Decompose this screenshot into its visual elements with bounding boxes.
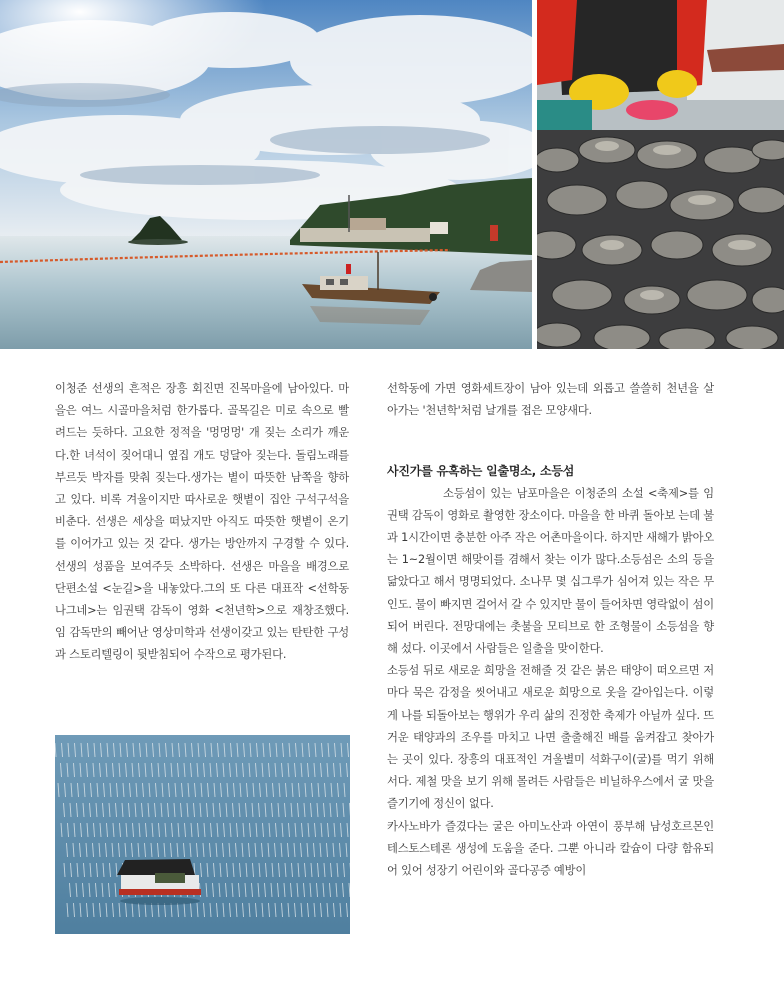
left-text-column — [55, 378, 349, 667]
body-paragraph-3: 카사노바가 즐겼다는 굴은 아미노산과 아연이 풍부해 남성호르몬인 테스토스테론 생성에 도움을 준다. 그뿐 아니라 칼슘이 다량 함유되어 있어 성장기 어린이와 골다공증 예방이 — [387, 819, 714, 878]
body-paragraph: 이청준 선생의 흔적은 장흥 회진면 진목마을에 남아있다. 마을은 여느 시골마을처럼 한가롭다. 골목길은 미로 속으로 빨려드는 듯하다. 고요한 정적을 '멍멍멍' 개 짖는 소리가 깨운다.한 녀석이 짖어대니 옆집 개도 덩달아 짖는다. 돌림노래를 부르듯 박자를 맞춰 짖는다.생가는 볕이 따뜻한 남쪽을 향하고 있다. 비록 겨울이지만 따사로운 햇볕이 집안 구석구석을 비춘다. 선생은 세상을 떠났지만 아직도 따뜻한 햇볕이 온기를 이어가고 있는 것 같다. 생가는 방안까지 구경할 수 있다. 선생의 성품을 보여주듯 소박하다. 선생은 마을을 배경으로 단편소설 <눈길>을 내놓았다.그의 또 다른 대표작 <선학동 나그네>는 임권택 감독이 영화 <천년학>으로 재창조했다. 임 감독만의 빼어난 영상미학과 선생이갖고 있는 탄탄한 구성과 스토리텔링이 뒷받침되어 수작으로 평가된다. — [55, 382, 349, 662]
body-paragraph-2: 소등섬 뒤로 새로운 희망을 전해줄 것 같은 붉은 태양이 떠오르면 저마다 묵은 감정을 씻어내고 새로운 희망으로 옷을 갈아입는다. 이렇게 나를 되돌아보는 행위가 우리 삶의 진정한 축제가 아닐까 싶다. 뜨거운 태양과의 조우를 마치고 나면 출출해진 배를 움켜잡고 찾아가는 곳이 있다. 장흥의 대표적인 겨울별미 석화구이(굴)를 먹기 위해서다. 제철 맛을 보기 위해 몰려든 사람들은 비닐하우스에서 굴 맛을 즐기기에 정신이 없다. — [387, 664, 714, 811]
right-text-column — [387, 378, 714, 882]
seaside-village-photo — [0, 0, 532, 349]
body-paragraph-1: 소등섬이 있는 남포마을은 이청준의 소설 <축제>를 임권택 감독이 영화로 촬영한 장소이다. 마을을 한 바퀴 돌아보 는데 불과 1시간이면 충분한 아주 작은 어촌마을이다. 하지만 새해가 밝아오는 1~2월이면 해맞이를 겸해서 찾는 이가 많다.소등섬은 소의 등을 닮았다고 해서 명명되었다. 소나무 몇 십그루가 심어져 있는 작은 무인도. 물이 빠지면 걸어서 갈 수 있지만 물이 들어차면 영락없이 섬이 되어 버린다. 전망대에는 촛불을 모티브로 한 조형물이 소등섬을 향해 섰다. 이곳에서 사람들은 일출을 맞이한다. — [387, 486, 714, 656]
intro-paragraph: 선학동에 가면 영화세트장이 남아 있는데 외롭고 쓸쓸히 천년을 살아가는 '천년학'처럼 날개를 접은 모양새다. — [387, 382, 714, 418]
oyster-harvest-photo — [537, 0, 784, 349]
section-heading: 사진가를 유혹하는 일출명소, 소등섬 — [387, 464, 575, 479]
section-spacer — [387, 422, 714, 460]
oyster-farm-photo — [55, 735, 350, 934]
